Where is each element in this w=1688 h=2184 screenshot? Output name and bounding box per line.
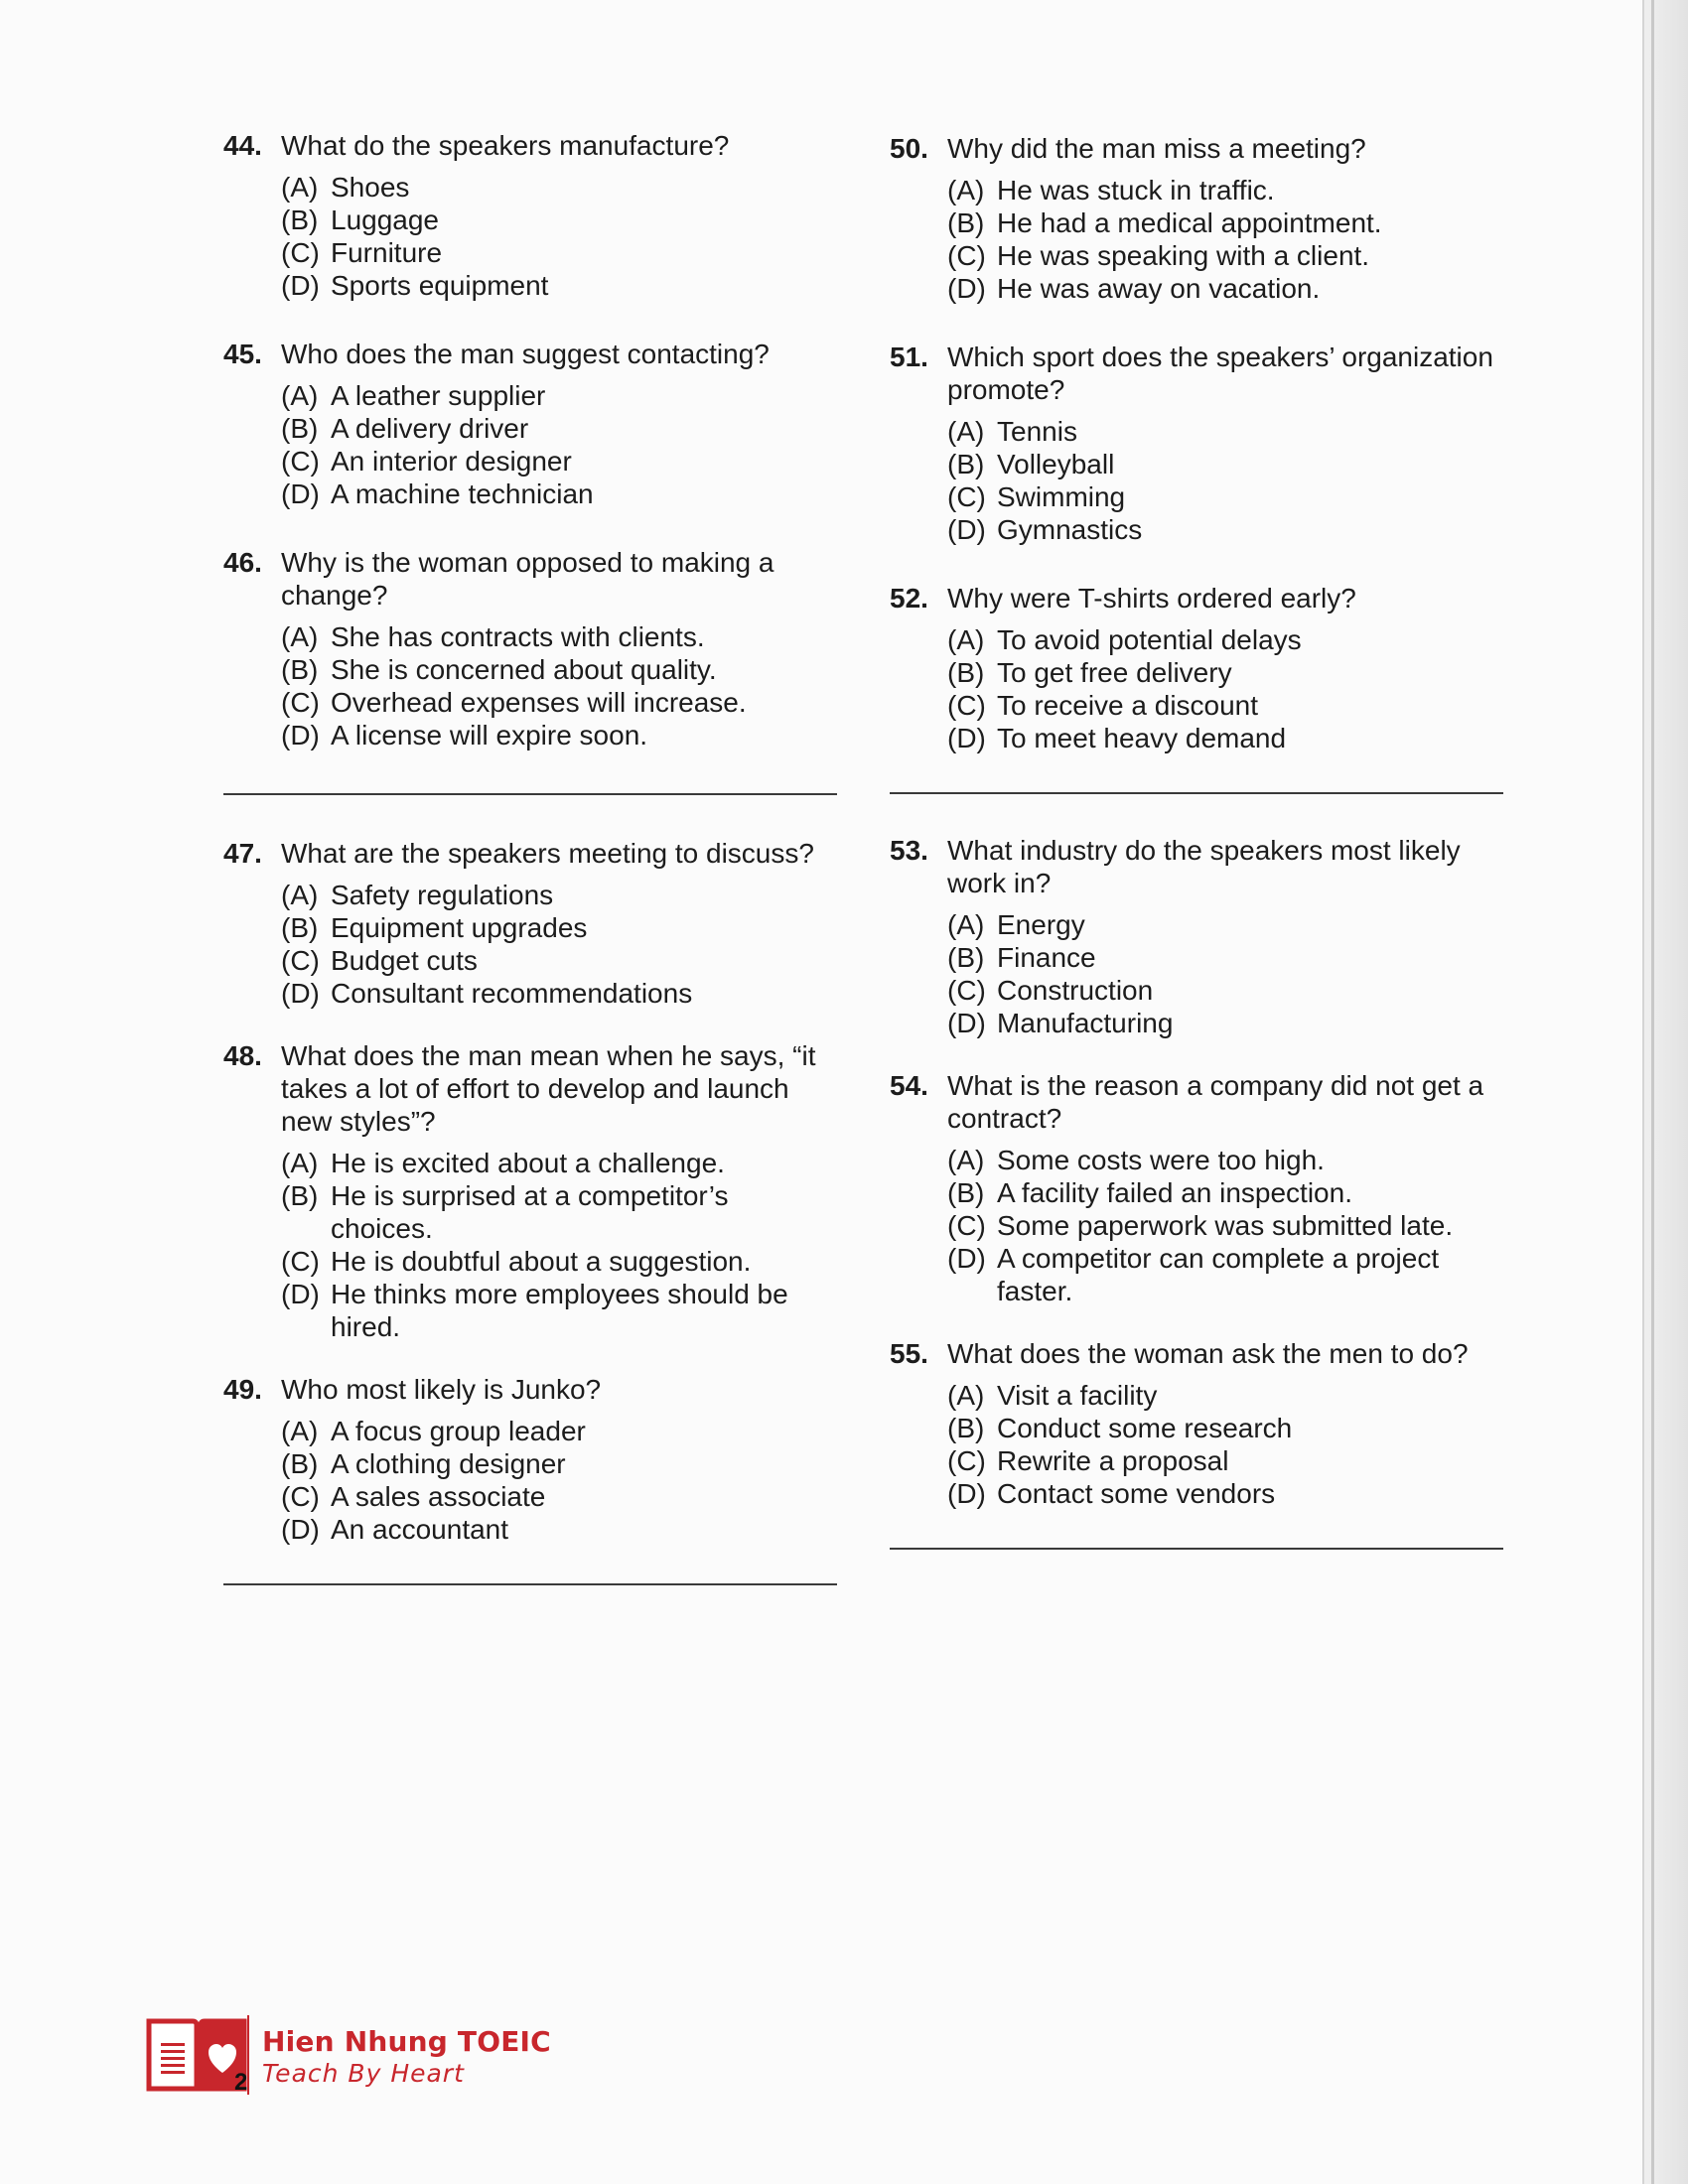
question-51	[890, 341, 1505, 546]
option-c: (C) Furniture	[281, 237, 443, 268]
question-54	[890, 1069, 1505, 1307]
left-column	[223, 129, 839, 1585]
question-44	[223, 129, 839, 302]
option-d: (D) Gymnastics	[947, 514, 1143, 545]
question-text: Why did the man miss a meeting?	[947, 133, 1366, 164]
question-number: 53.	[890, 835, 928, 866]
option-b: (B) Finance	[947, 942, 1096, 973]
question-number: 45.	[223, 339, 262, 369]
option-b: (B) A clothing designer	[281, 1448, 566, 1479]
right-column	[890, 132, 1505, 1550]
option-d: (D) A competitor can complete a project faster.	[947, 1243, 1440, 1306]
question-number: 49.	[223, 1374, 262, 1405]
option-d: (D) An accountant	[281, 1514, 509, 1545]
option-d: (D) Contact some vendors	[947, 1478, 1276, 1509]
option-a: (A) Shoes	[281, 172, 410, 203]
question-text: Who most likely is Junko?	[281, 1374, 602, 1405]
question-text: What does the woman ask the men to do?	[947, 1338, 1469, 1369]
option-a: (A) She has contracts with clients.	[281, 621, 705, 652]
option-d: (D) He thinks more employees should be hired.	[281, 1279, 788, 1342]
option-b: (B) Conduct some research	[947, 1413, 1293, 1443]
question-number: 48.	[223, 1040, 262, 1071]
brand-logo	[145, 2015, 562, 2095]
question-text: Who does the man suggest contacting?	[281, 339, 770, 369]
question-text: What do the speakers manufacture?	[281, 130, 730, 161]
question-text: What is the reason a company did not get a contract?	[947, 1070, 1484, 1134]
option-a: (A) Energy	[947, 909, 1085, 940]
question-49	[223, 1373, 839, 1546]
brand-name: Hien Nhung TOEIC	[262, 2025, 551, 2058]
question-text: What industry do the speakers most likely work in?	[947, 835, 1461, 898]
question-55	[890, 1337, 1505, 1510]
option-b: (B) A facility failed an inspection.	[947, 1177, 1352, 1208]
option-c: (C) To receive a discount	[947, 690, 1259, 721]
option-a: (A) To avoid potential delays	[947, 624, 1302, 655]
section-divider	[890, 1548, 1503, 1550]
option-d: (D) Manufacturing	[947, 1008, 1174, 1038]
option-c: (C) Construction	[947, 975, 1154, 1006]
question-text: What are the speakers meeting to discuss?	[281, 838, 814, 869]
option-b: (B) Equipment upgrades	[281, 912, 588, 943]
option-a: (A) A focus group leader	[281, 1416, 586, 1446]
question-text: Which sport does the speakers’ organization promote?	[947, 341, 1493, 405]
option-b: (B) Volleyball	[947, 449, 1115, 479]
option-a: (A) Safety regulations	[281, 880, 554, 910]
question-text: What does the man mean when he says, “it takes a lot of effort to develop and launch new styles”?	[281, 1040, 816, 1137]
question-text: Why is the woman opposed to making a change?	[281, 547, 774, 611]
question-46	[223, 546, 839, 751]
option-d: (D) A machine technician	[281, 478, 594, 509]
question-number: 55.	[890, 1338, 928, 1369]
option-b: (B) He is surprised at a competitor’s choices.	[281, 1180, 729, 1244]
option-b: (B) He had a medical appointment.	[947, 207, 1382, 238]
option-c: (C) Overhead expenses will increase.	[281, 687, 747, 718]
question-number: 50.	[890, 133, 928, 164]
option-a: (A) A leather supplier	[281, 380, 546, 411]
option-c: (C) An interior designer	[281, 446, 572, 477]
option-c: (C) Some paperwork was submitted late.	[947, 1210, 1454, 1241]
option-d: (D) A license will expire soon.	[281, 720, 648, 751]
brand-tagline: Teach By Heart	[262, 2059, 465, 2088]
question-number: 52.	[890, 583, 928, 614]
option-a: (A) He is excited about a challenge.	[281, 1148, 725, 1178]
question-52	[890, 582, 1505, 754]
option-c: (C) Rewrite a proposal	[947, 1445, 1229, 1476]
question-45	[223, 338, 839, 510]
option-c: (C) He is doubtful about a suggestion.	[281, 1246, 752, 1277]
question-50	[890, 132, 1505, 305]
option-d: (D) Consultant recommendations	[281, 978, 693, 1009]
option-c: (C) Budget cuts	[281, 945, 478, 976]
page-edge	[1642, 0, 1688, 2184]
question-number: 54.	[890, 1070, 928, 1101]
option-d: (D) He was away on vacation.	[947, 273, 1321, 304]
option-b: (B) She is concerned about quality.	[281, 654, 717, 685]
question-number: 46.	[223, 547, 262, 578]
option-c: (C) He was speaking with a client.	[947, 240, 1370, 271]
option-d: (D) Sports equipment	[281, 270, 549, 301]
option-b: (B) Luggage	[281, 205, 440, 235]
option-c: (C) Swimming	[947, 481, 1126, 512]
page-number: 2	[234, 2069, 248, 2096]
question-text: Why were T-shirts ordered early?	[947, 583, 1356, 614]
section-divider	[223, 1583, 837, 1585]
question-53	[890, 834, 1505, 1039]
question-48	[223, 1039, 839, 1343]
question-number: 47.	[223, 838, 262, 869]
option-a: (A) Tennis	[947, 416, 1077, 447]
option-d: (D) To meet heavy demand	[947, 723, 1287, 753]
question-number: 51.	[890, 341, 928, 372]
option-c: (C) A sales associate	[281, 1481, 546, 1512]
option-a: (A) He was stuck in traffic.	[947, 175, 1275, 205]
question-number: 44.	[223, 130, 262, 161]
option-b: (B) A delivery driver	[281, 413, 529, 444]
option-a: (A) Visit a facility	[947, 1380, 1158, 1411]
question-47	[223, 837, 839, 1010]
page-edge-line	[1651, 0, 1654, 2184]
option-b: (B) To get free delivery	[947, 657, 1232, 688]
option-a: (A) Some costs were too high.	[947, 1145, 1325, 1175]
